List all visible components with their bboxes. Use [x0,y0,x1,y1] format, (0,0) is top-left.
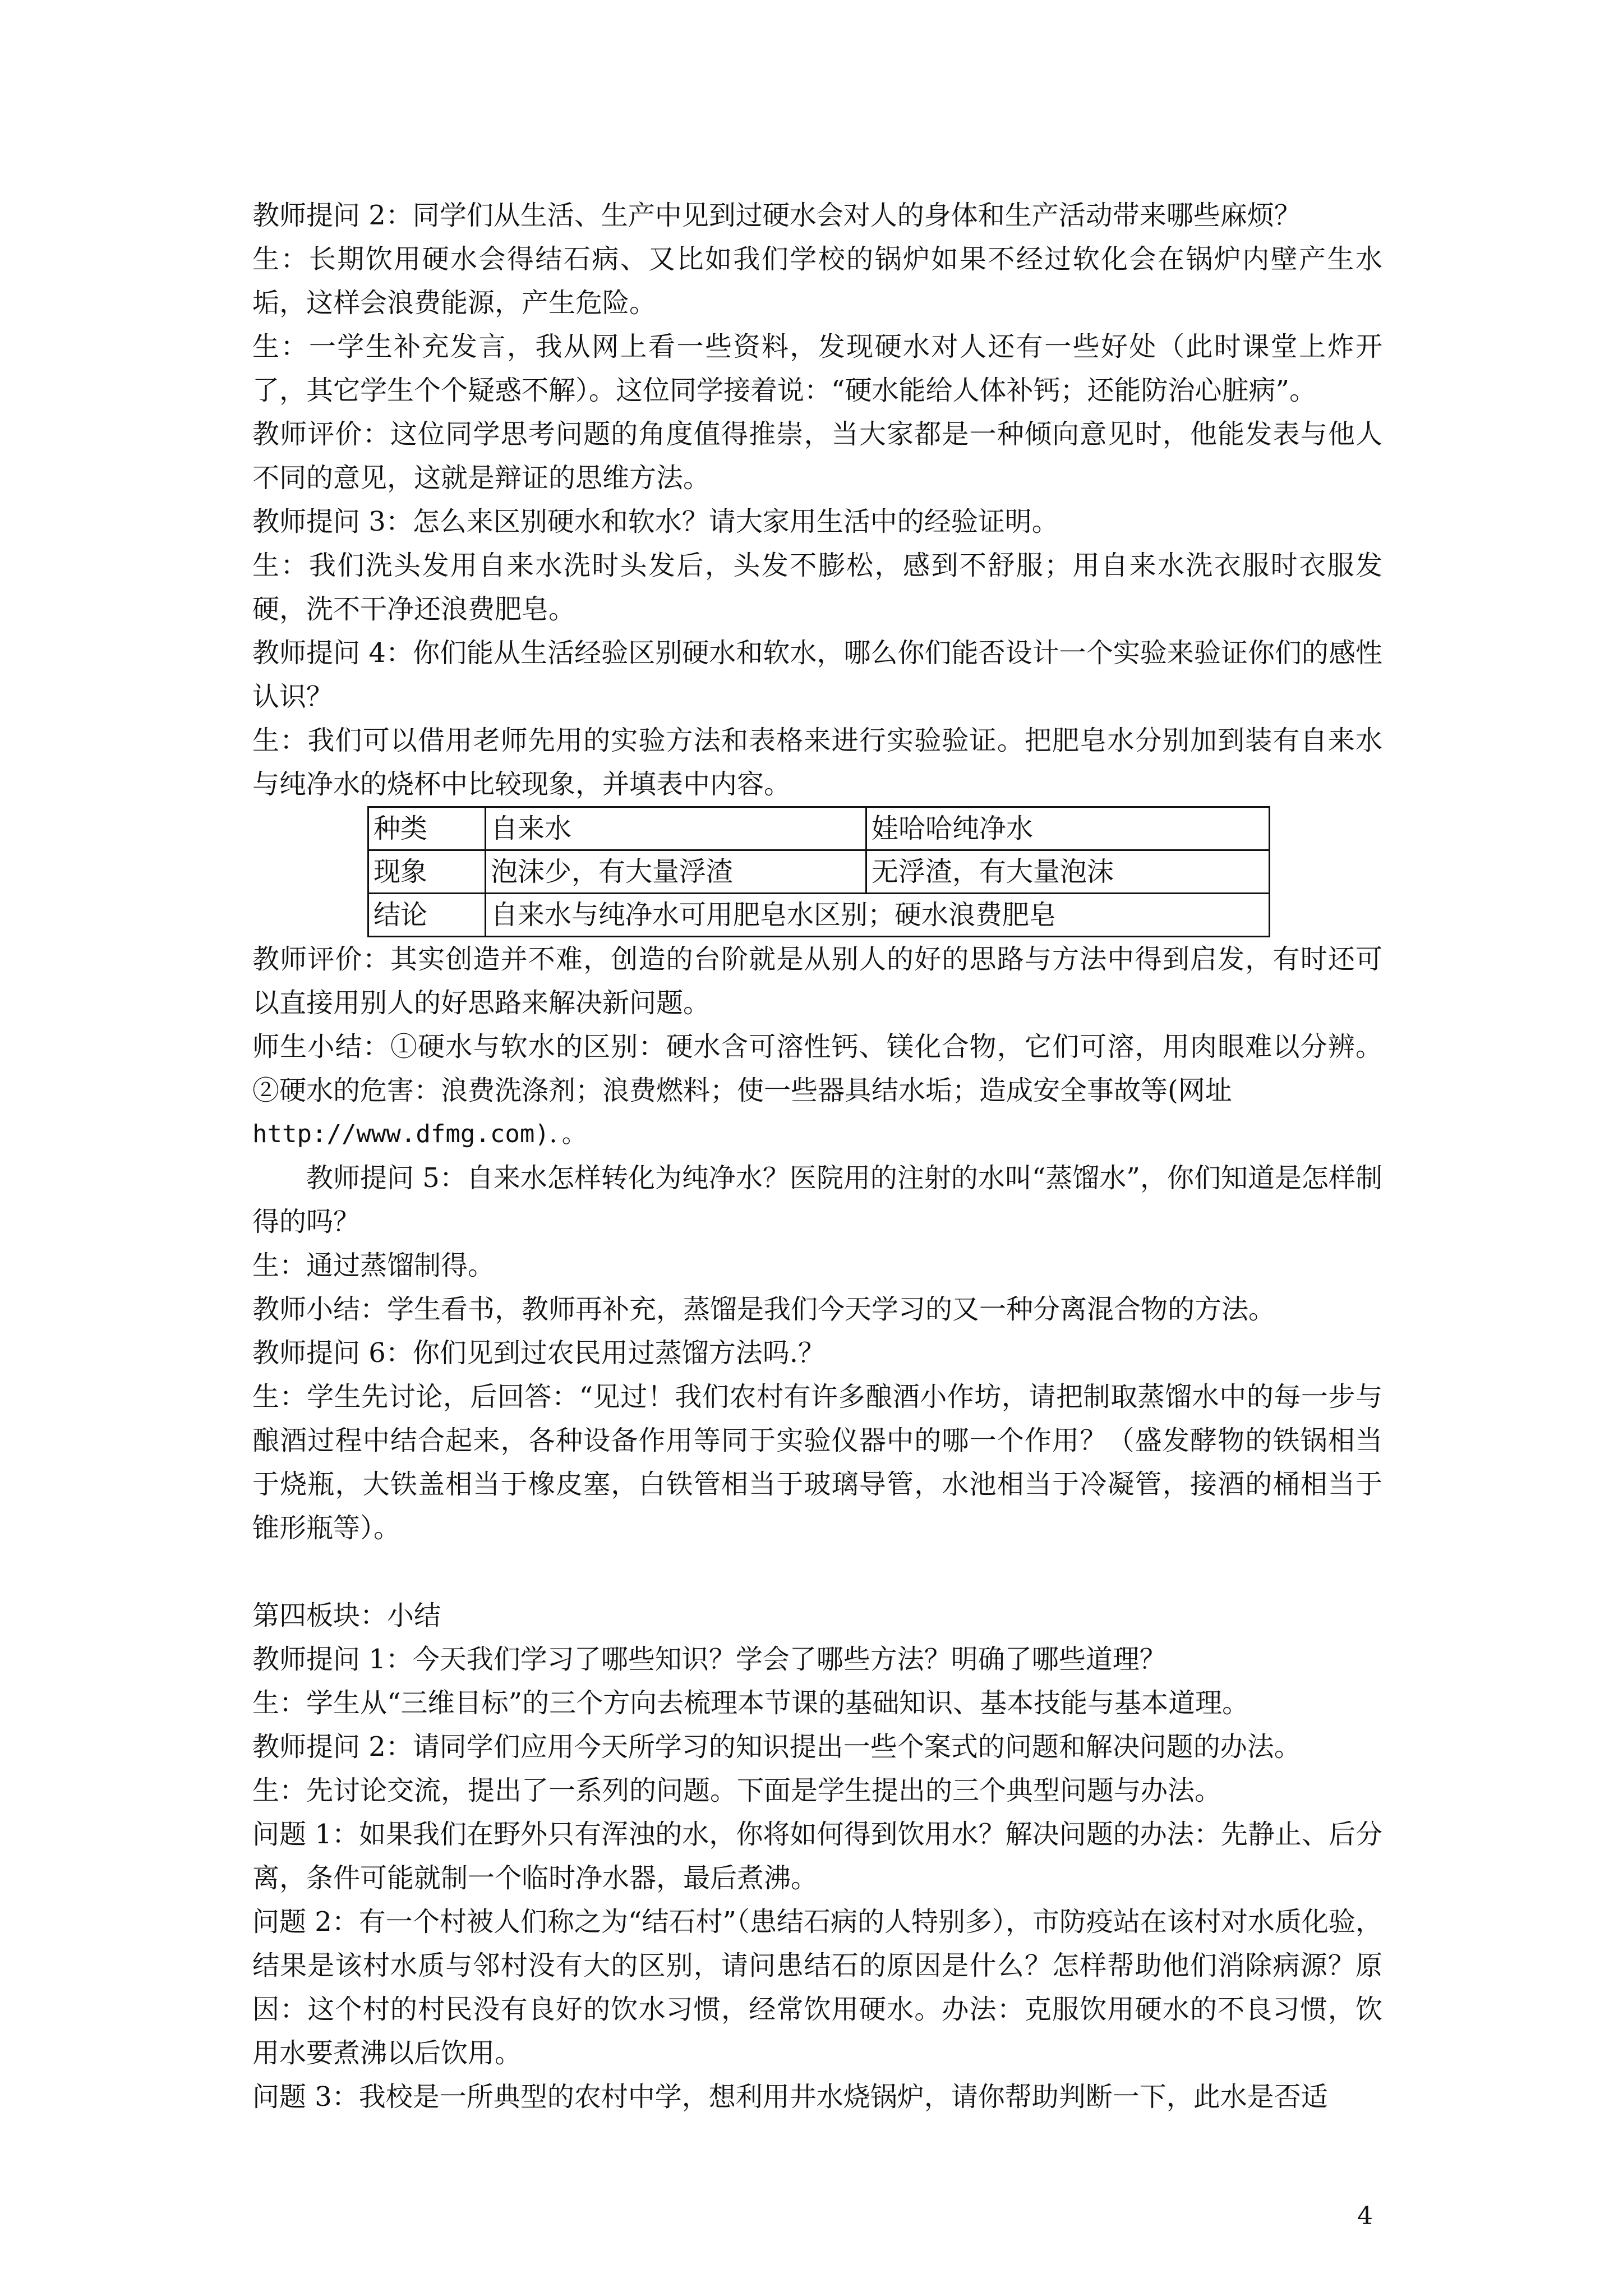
problem-3: 问题 3：我校是一所典型的农村中学，想利用井水烧锅炉，请你帮助判断一下，此水是否适 [252,2081,1328,2113]
problem-1: 问题 1：如果我们在野外只有浑浊的水，你将如何得到饮用水？解决问题的办法：先静止、后分离，条件可能就制一个临时净水器，最后煮沸。 [252,1819,1382,1894]
table-cell: 种类 [368,807,486,850]
student-answer: 生：学生先讨论，后回答：“见过！我们农村有许多酿酒小作坊，请把制取蒸馏水中的每一步与酿酒过程中结合起来，各种设备作用等同于实验仪器中的哪一个作用？（盛发酵物的铁锅相当于烧瓶，大铁盖相当于橡皮塞，白铁管相当于玻璃导管，水池相当于冷凝管，接酒的桶相当于锥形瓶等）。 [252,1381,1382,1544]
table-cell: 娃哈哈纯净水 [866,807,1270,850]
table-row [368,894,1270,937]
table-cell: 自来水 [486,807,866,850]
page-number: 4 [1357,2202,1373,2230]
teacher-question-2: 教师提问 2：同学们从生活、生产中见到过硬水会对人的身体和生产活动带来哪些麻烦？ [252,200,1301,231]
page-body [252,194,1382,2119]
student-answer: 生：学生从“三维目标”的三个方向去梳理本节课的基础知识、基本技能与基本道理。 [252,1687,1249,1719]
paragraph-gap [252,1550,1382,1594]
teacher-question-6: 教师提问 6：你们见到过农民用过蒸馏方法吗.？ [252,1337,826,1369]
teacher-evaluation: 教师评价：其实创造并不难，创造的台阶就是从别人的好的思路与方法中得到启发，有时还可以直接用别人的好思路来解决新问题。 [252,944,1382,1019]
experiment-table [367,806,1270,937]
section-heading: 第四板块：小结 [252,1600,441,1631]
teacher-question-5: 教师提问 5：自来水怎样转化为纯净水？医院用的注射的水叫“蒸馏水”，你们知道是怎样制得的吗？ [252,1162,1382,1237]
student-answer: 生：先讨论交流，提出了一系列的问题。下面是学生提出的三个典型问题与办法。 [252,1775,1222,1806]
teacher-question-3: 教师提问 3：怎么来区别硬水和软水？请大家用生活中的经验证明。 [252,506,1059,537]
student-supplement: 生：一学生补充发言，我从网上看一些资料，发现硬水对人还有一些好处（此时课堂上炸开了，其它学生个个疑惑不解）。这位同学接着说：“硬水能给人体补钙；还能防治心脏病”。 [252,331,1382,406]
table-row [368,807,1270,850]
table-cell: 结论 [368,894,486,937]
student-answer: 生：我们洗头发用自来水洗时头发后，头发不膨松，感到不舒服；用自来水洗衣服时衣服发硬，洗不干净还浪费肥皂。 [252,550,1382,625]
teacher-question-1: 教师提问 1：今天我们学习了哪些知识？学会了哪些方法？明确了哪些道理？ [252,1644,1166,1675]
table-row [368,850,1270,894]
student-answer: 生：我们可以借用老师先用的实验方法和表格来进行实验验证。把肥皂水分别加到装有自来水与纯净水的烧杯中比较现象，并填表中内容。 [252,725,1382,800]
teacher-question-2: 教师提问 2：请同学们应用今天所学习的知识提出一些个案式的问题和解决问题的办法。 [252,1731,1301,1763]
website-url: http://www.dfmg.com)．。 [252,1120,587,1148]
teacher-question-4: 教师提问 4：你们能从生活经验区别硬水和软水，哪么你们能否设计一个实验来验证你们的感性认识？ [252,637,1382,712]
student-answer: 生：长期饮用硬水会得结石病、又比如我们学校的锅炉如果不经过软化会在锅炉内壁产生水垢，这样会浪费能源，产生危险。 [252,243,1382,319]
table-cell: 自来水与纯净水可用肥皂水区别；硬水浪费肥皂 [486,894,1270,937]
table-cell: 无浮渣，有大量泡沫 [866,850,1270,894]
problem-2: 问题 2：有一个村被人们称之为“结石村”（患结石病的人特别多），市防疫站在该村对水质化验，结果是该村水质与邻村没有大的区别，请问患结石的原因是什么？怎样帮助他们消除病源？原因：这个村的村民没有良好的饮水习惯，经常饮用硬水。办法：克服饮用硬水的不良习惯，饮用水要煮沸以后饮用。 [252,1906,1382,2069]
table-cell: 泡沫少，有大量浮渣 [486,850,866,894]
summary: 师生小结：①硬水与软水的区别：硬水含可溶性钙、镁化合物，它们可溶，用肉眼难以分辨。②硬水的危害：浪费洗涤剂；浪费燃料；使一些器具结水垢；造成安全事故等(网址 [252,1031,1382,1106]
teacher-evaluation: 教师评价：这位同学思考问题的角度值得推崇，当大家都是一种倾向意见时，他能发表与他人不同的意见，这就是辩证的思维方法。 [252,418,1382,494]
teacher-summary: 教师小结：学生看书，教师再补充，蒸馏是我们今天学习的又一种分离混合物的方法。 [252,1294,1276,1325]
table-cell: 现象 [368,850,486,894]
student-answer: 生：通过蒸馏制得。 [252,1250,495,1281]
